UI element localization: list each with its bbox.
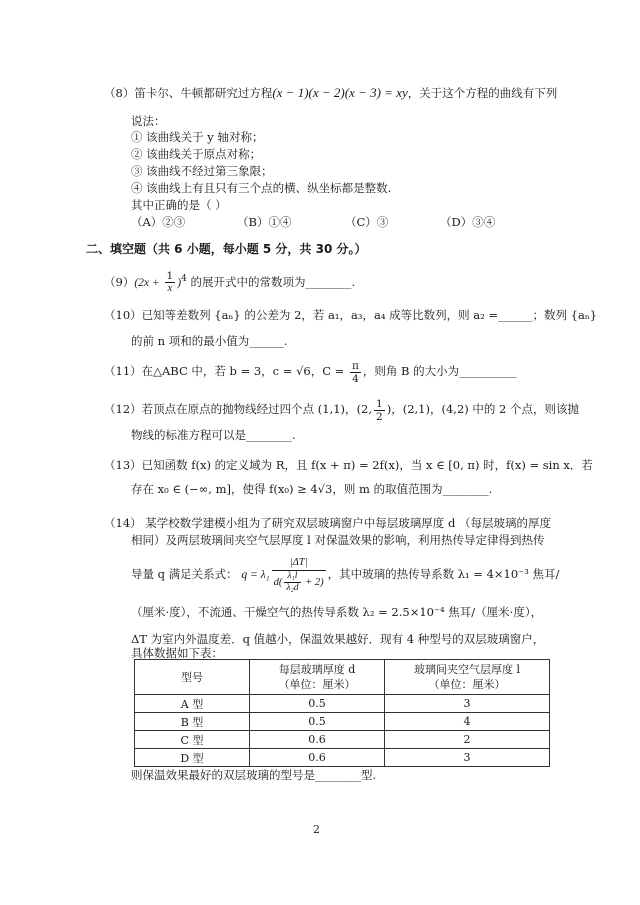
q8-stem: （8）笛卡尔、牛顿都研究过方程(x − 1)(x − 2)(x − 3) = xy，关于这个方程的曲线有下列 — [104, 85, 558, 100]
q8-statement-2: ② 该曲线关于原点对称； — [131, 147, 262, 161]
q9-stem: （9）(2x + $\frac{1}{x}$ )$^4$ 的展开式中的常数项为________. — [104, 270, 356, 295]
glass-data-table — [134, 659, 550, 767]
q14-formula: |ΔT| d( $\frac{\text{λ₁l}}{\text{λ₂d}}$ + 2) — [273, 557, 324, 593]
q14-line-1: （14） 某学校数学建模小组为了研究双层玻璃窗户中每层玻璃厚度 d （每层玻璃的厚度 — [104, 516, 551, 530]
q8-option-a: （A）②③ — [131, 215, 186, 229]
q8-statement-1: ① 该曲线关于 y 轴对称； — [131, 130, 264, 144]
table-cell: 0.5 — [250, 713, 385, 731]
section-2-title: 二、填空题（共 6 小题，每小题 5 分，共 30 分。） — [86, 242, 367, 256]
q8-question: 其中正确的是（ ） — [131, 198, 227, 212]
q14-conclusion: 则保温效果最好的双层玻璃的型号是________型. — [131, 768, 377, 782]
q8-statement-4: ④ 该曲线上有且只有三个点的横、纵坐标都是整数. — [131, 181, 392, 195]
q8-option-c: （C）③ — [345, 215, 389, 229]
q12-fraction: $\frac{1}{2}$ — [376, 397, 383, 423]
q11-stem: （11）在△ABC 中，若 b = 3，c = √6，C = $\frac{\pi}{4}$ ，则角 B 的大小为__________ — [104, 359, 517, 385]
q14-line-2: 相同）及两层玻璃间夹空气层厚度 l 对保温效果的影响，利用热传导定律得到热传 — [131, 533, 545, 547]
q8-option-b: （B）①④ — [237, 215, 292, 229]
table-row — [135, 713, 550, 731]
page-number: 2 — [313, 823, 320, 836]
table-cell: A 型 — [135, 695, 250, 713]
q12-line-1: （12）若顶点在原点的抛物线经过四个点 (1,1)，(2, $\frac{1}{2}$ )，(2,1)，(4,2) 中的 2 个点，则该抛 — [104, 397, 580, 423]
q12-line-2: 物线的标准方程可以是________. — [131, 428, 296, 442]
table-row — [135, 731, 550, 749]
table-cell: D 型 — [135, 749, 250, 767]
q10-line-2: 的前 n 项和的最小值为______. — [131, 334, 288, 348]
q13-line-1: （13）已知函数 f(x) 的定义域为 R，且 f(x + π) = 2f(x)，当 x ∈ [0, π) 时，f(x) = sin x．若 — [104, 458, 593, 472]
table-header-row — [135, 660, 550, 695]
table-cell: 3 — [385, 695, 550, 713]
q8-equation: (x − 1)(x − 2)(x − 3) = xy — [272, 85, 408, 100]
q14-line-4: （厘米·度），不流通、干燥空气的热传导系数 λ₂ = 2.5×10⁻⁴ 焦耳/（厘米·度）， — [131, 605, 543, 619]
q14-inner-fraction: $\frac{\text{λ₁l}}{\text{λ₂d}}$ — [286, 571, 299, 593]
table-row — [135, 749, 550, 767]
q14-line-6: 具体数据如下表： — [131, 646, 223, 660]
q11-fraction: $\frac{\pi}{4}$ — [351, 359, 359, 385]
q9-fraction: $\frac{1}{x}$ — [166, 270, 174, 295]
q13-line-2: 存在 x₀ ∈ (−∞, m]，使得 f(x₀) ≥ 4√3，则 m 的取值范围为________. — [131, 482, 493, 496]
header-air-thickness: 玻璃间夹空气层厚度 l （单位：厘米） — [385, 660, 550, 695]
table-cell: 2 — [385, 731, 550, 749]
header-glass-thickness: 每层玻璃厚度 d （单位：厘米） — [250, 660, 385, 695]
table-cell: 0.6 — [250, 749, 385, 767]
table-row — [135, 695, 550, 713]
table-cell: 0.5 — [250, 695, 385, 713]
q8-option-d: （D）③④ — [440, 215, 496, 229]
table-cell: 3 — [385, 749, 550, 767]
q8-statement-3: ③ 该曲线不经过第三象限； — [131, 164, 273, 178]
header-model: 型号 — [135, 660, 250, 695]
table-cell: 4 — [385, 713, 550, 731]
q10-line-1: （10）已知等差数列 {aₙ} 的公差为 2，若 a₁，a₃，a₄ 成等比数列，则 a₂ =______；数列 {aₙ} — [104, 308, 598, 322]
q14-formula-line: 导量 q 满足关系式： q = λ₁ |ΔT| d( $\frac{\text{λ₁l}}{\text{λ₂d}}$ + 2) ，其中玻璃的热传导系数 λ₁ = 4×10⁻³ 焦耳/ — [131, 557, 560, 593]
table-cell: B 型 — [135, 713, 250, 731]
table-cell: 0.6 — [250, 731, 385, 749]
q14-line-5: ΔT 为室内外温度差．q 值越小，保温效果越好．现有 4 种型号的双层玻璃窗户， — [131, 632, 545, 646]
table-cell: C 型 — [135, 731, 250, 749]
q8-lead: 说法： — [131, 114, 166, 128]
